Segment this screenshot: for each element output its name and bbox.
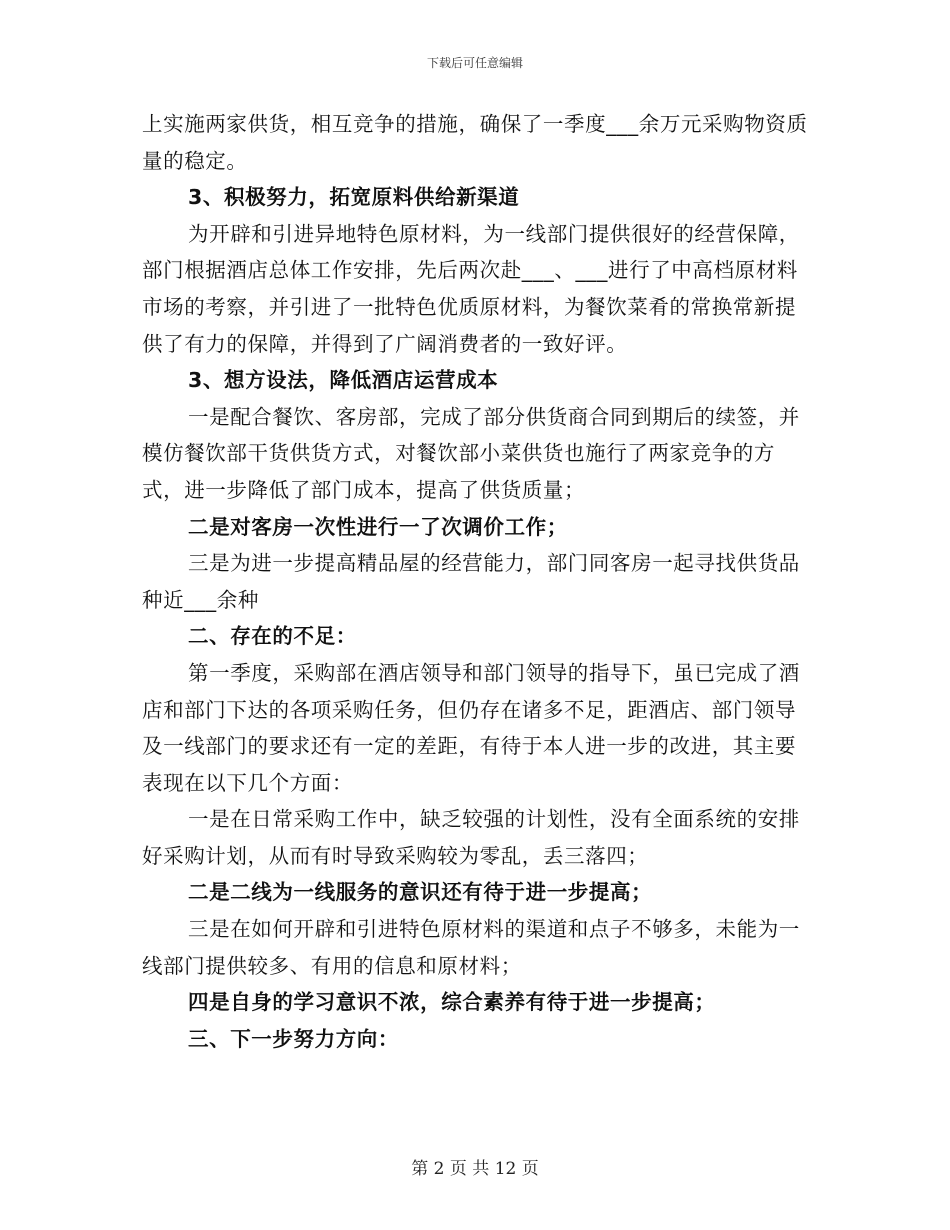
page-header: 下载后可任意编辑: [426, 56, 523, 70]
paragraph-shortcoming-two: 二是二线为一线服务的意识还有待于进一步提高；: [188, 880, 653, 905]
paragraph-shortcoming-four: 四是自身的学习意识不浓，综合素养有待于进一步提高；: [188, 990, 716, 1015]
section-heading-reduce-cost: 3、想方设法，降低酒店运营成本: [188, 368, 499, 393]
paragraph-shortcomings-intro: 第一季度，采购部在酒店领导和部门领导的指导下，虽已完成了酒店和部门下达的各项采购任务，但仍存在诸多不足，距酒店、部门领导及一线部门的要求还有一定的差距，有待于本人进一步的改进，其主要表现在以下几个方面：: [142, 660, 800, 795]
paragraph-new-materials: 为开辟和引进异地特色原材料，为一线部门提供很好的经营保障，部门根据酒店总体工作安排，先后两次赴___、___进行了中高档原材料市场的考察，并引进了一批特色优质原材料，为餐饮菜肴的常换常新提供了有力的保障，并得到了广阔消费者的一致好评。: [142, 221, 800, 356]
paragraph-point-one: 一是配合餐饮、客房部，完成了部分供货商合同到期后的续签，并模仿餐饮部干货供货方式，对餐饮部小菜供货也施行了两家竞争的方式，进一步降低了部门成本，提高了供货质量；: [142, 404, 800, 502]
paragraph-shortcoming-one: 一是在日常采购工作中，缺乏较强的计划性，没有全面系统的安排好采购计划，从而有时导致采购较为零乱，丢三落四；: [142, 807, 800, 868]
paragraph-shortcoming-three: 三是在如何开辟和引进特色原材料的渠道和点子不够多，未能为一线部门提供较多、有用的信息和原材料；: [142, 917, 800, 978]
paragraph-point-two: 二是对客房一次性进行一了次调价工作；: [188, 514, 568, 539]
paragraph-continuation: 上实施两家供货，相互竞争的措施，确保了一季度___余万元采购物资质量的稳定。: [142, 112, 808, 173]
document-body: [142, 106, 808, 1057]
section-heading-next-steps: 三、下一步努力方向：: [188, 1026, 399, 1051]
paragraph-point-three: 三是为进一步提高精品屋的经营能力，部门同客房一起寻找供货品种近___余种: [142, 551, 800, 612]
page-footer: 第 2 页 共 12 页: [411, 1159, 539, 1179]
section-heading-shortcomings: 二、存在的不足：: [188, 624, 357, 649]
section-heading-expand-supply: 3、积极努力，拓宽原料供给新渠道: [188, 185, 520, 210]
